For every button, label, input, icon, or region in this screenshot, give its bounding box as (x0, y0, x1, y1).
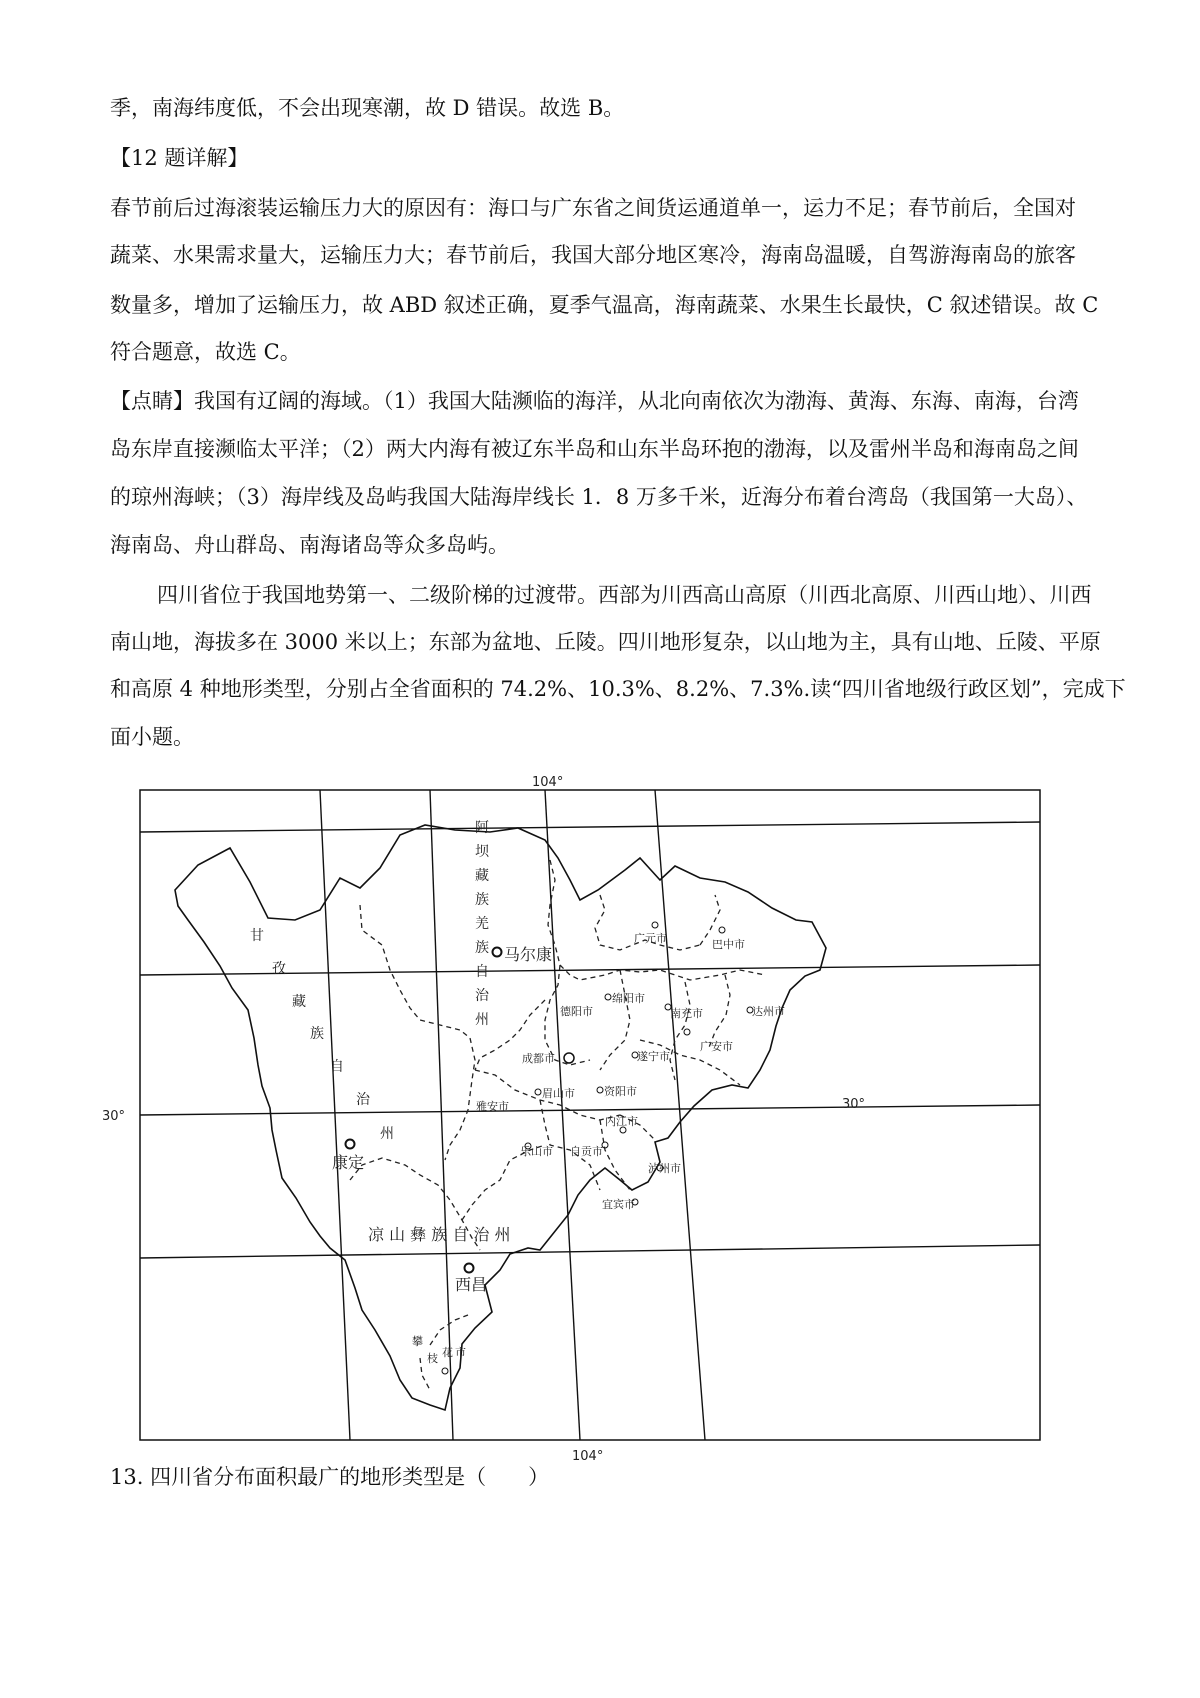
svg-text:市: 市 (455, 1346, 466, 1359)
svg-text:遂宁市: 遂宁市 (637, 1050, 670, 1063)
city-xichang (455, 1264, 487, 1295)
text-line: 的琼州海峡；（3）海岸线及岛屿我国大陆海岸线长 1．8 万多千米，近海分布着台湾岛（我国第一大岛）、 (110, 485, 1088, 509)
city-mianyang (605, 992, 645, 1005)
city-marker (493, 948, 502, 957)
city-zigong (570, 1142, 608, 1158)
svg-text:花: 花 (442, 1346, 453, 1359)
text-line: 春节前后过海滚装运输压力大的原因有：海口与广东省之间货运通道单一，运力不足；春节前后，全国对 (110, 196, 1076, 220)
svg-text:州: 州 (475, 1012, 489, 1028)
city-neijiang (605, 1114, 638, 1133)
svg-text:孜: 孜 (272, 961, 286, 977)
city-bazhong (712, 927, 745, 951)
svg-text:族: 族 (310, 1026, 324, 1042)
city-yibin (602, 1197, 638, 1211)
svg-text:资阳市: 资阳市 (604, 1085, 637, 1098)
city-dazhou (747, 1004, 785, 1018)
question-13: 13. 四川省分布面积最广的地形类型是（ ） (110, 1465, 550, 1489)
city-nanchong (665, 1004, 703, 1020)
svg-text:羌: 羌 (475, 916, 489, 932)
sichuan-map-figure (100, 770, 1100, 1464)
graticule (140, 790, 1040, 1440)
city-guangyuan (634, 922, 667, 945)
text-line: 季，南海纬度低，不会出现寒潮，故 D 错误。故选 B。 (110, 96, 625, 120)
city-suining (632, 1049, 670, 1063)
svg-text:藏: 藏 (292, 994, 306, 1010)
svg-text:达州市: 达州市 (752, 1005, 785, 1018)
svg-text:乐山市: 乐山市 (520, 1145, 553, 1158)
svg-text:自: 自 (475, 964, 489, 980)
svg-text:攀: 攀 (412, 1335, 423, 1348)
lon-label-top: 104° (532, 775, 564, 790)
city-meishan (535, 1087, 575, 1100)
svg-text:枝: 枝 (427, 1352, 438, 1365)
prefecture-cities (412, 922, 785, 1374)
svg-text:坝: 坝 (475, 844, 489, 860)
svg-text:南充市: 南充市 (670, 1007, 703, 1020)
text-line: 海南岛、舟山群岛、南海诸岛等众多岛屿。 (110, 533, 509, 557)
svg-text:内江市: 内江市 (605, 1115, 638, 1128)
province-outline (175, 825, 826, 1410)
text-line: 岛东岸直接濒临太平洋；（2）两大内海有被辽东半岛和山东半岛环抱的渤海，以及雷州半岛和海南岛之间 (110, 437, 1079, 461)
map-frame (140, 790, 1040, 1440)
city-ziyang (597, 1084, 637, 1098)
svg-text:雅安市: 雅安市 (476, 1100, 509, 1113)
svg-text:广安市: 广安市 (700, 1040, 733, 1053)
svg-text:自: 自 (330, 1059, 344, 1075)
city-marker (465, 1264, 474, 1273)
city-maerkang (493, 945, 553, 964)
lat-label-left: 30° (102, 1109, 126, 1124)
aba-label (475, 820, 490, 1028)
city-luzhou (648, 1161, 681, 1175)
lat-label-right: 30° (842, 1097, 866, 1112)
city-deyang (560, 1005, 593, 1018)
svg-text:治: 治 (475, 988, 489, 1004)
svg-text:德阳市: 德阳市 (560, 1005, 593, 1018)
text-line: 蔬菜、水果需求量大，运输压力大；春节前后，我国大部分地区寒冷，海南岛温暖，自驾游海南岛的旅客 (110, 243, 1076, 267)
svg-text:治: 治 (356, 1092, 370, 1108)
svg-text:西昌: 西昌 (455, 1275, 488, 1294)
text-line: 数量多，增加了运输压力，故 ABD 叙述正确，夏季气温高，海南蔬菜、水果生长最快，C 叙述错误。故 C (110, 293, 1099, 317)
text-line: 符合题意，故选 C。 (110, 340, 301, 364)
liangshan-label: 凉 山 彝 族 自 治 州 (368, 1225, 511, 1244)
prefecture-boundaries (350, 860, 765, 1390)
svg-text:眉山市: 眉山市 (542, 1087, 575, 1100)
svg-text:族: 族 (475, 892, 489, 908)
svg-text:成都市: 成都市 (522, 1052, 555, 1065)
city-chengdu (522, 1051, 574, 1065)
svg-text:阿: 阿 (475, 820, 489, 836)
svg-text:族: 族 (475, 940, 489, 956)
svg-text:绵阳市: 绵阳市 (612, 992, 645, 1005)
svg-text:藏: 藏 (475, 868, 489, 884)
svg-text:自贡市: 自贡市 (570, 1145, 603, 1158)
city-marker (346, 1140, 355, 1149)
svg-text:州: 州 (380, 1126, 394, 1142)
svg-text:马尔康: 马尔康 (504, 945, 553, 964)
svg-text:宜宾市: 宜宾市 (602, 1198, 635, 1211)
ganzi-label (250, 928, 394, 1142)
city-panzhihua (412, 1334, 466, 1374)
intro-line: 南山地，海拔多在 3000 米以上；东部为盆地、丘陵。四川地形复杂，以山地为主，具有山地、丘陵、平原 (110, 630, 1101, 654)
intro-line: 和高原 4 种地形类型，分别占全省面积的 74.2%、10.3%、8.2%、7.3%.读“四川省地级行政区划”，完成下 (110, 677, 1126, 701)
svg-text:巴中市: 巴中市 (712, 938, 745, 951)
intro-line: 四川省位于我国地势第一、二级阶梯的过渡带。西部为川西高山高原（川西北高原、川西山地）、川西 (157, 583, 1092, 607)
svg-text:康定: 康定 (332, 1153, 365, 1172)
city-guangan (684, 1029, 733, 1053)
svg-text:广元市: 广元市 (634, 932, 667, 945)
text-line: 【点睛】我国有辽阔的海域。（1）我国大陆濒临的海洋，从北向南依次为渤海、黄海、东海、南海，台湾 (110, 389, 1079, 413)
lon-label-bottom: 104° (572, 1449, 604, 1464)
city-leshan (520, 1143, 553, 1158)
sichuan-map (100, 770, 1100, 1464)
svg-text:甘: 甘 (250, 928, 264, 944)
intro-line: 面小题。 (110, 725, 194, 749)
section-heading: 【12 题详解】 (110, 146, 249, 170)
city-yaan (476, 1099, 509, 1113)
svg-text:泸州市: 泸州市 (648, 1162, 681, 1175)
